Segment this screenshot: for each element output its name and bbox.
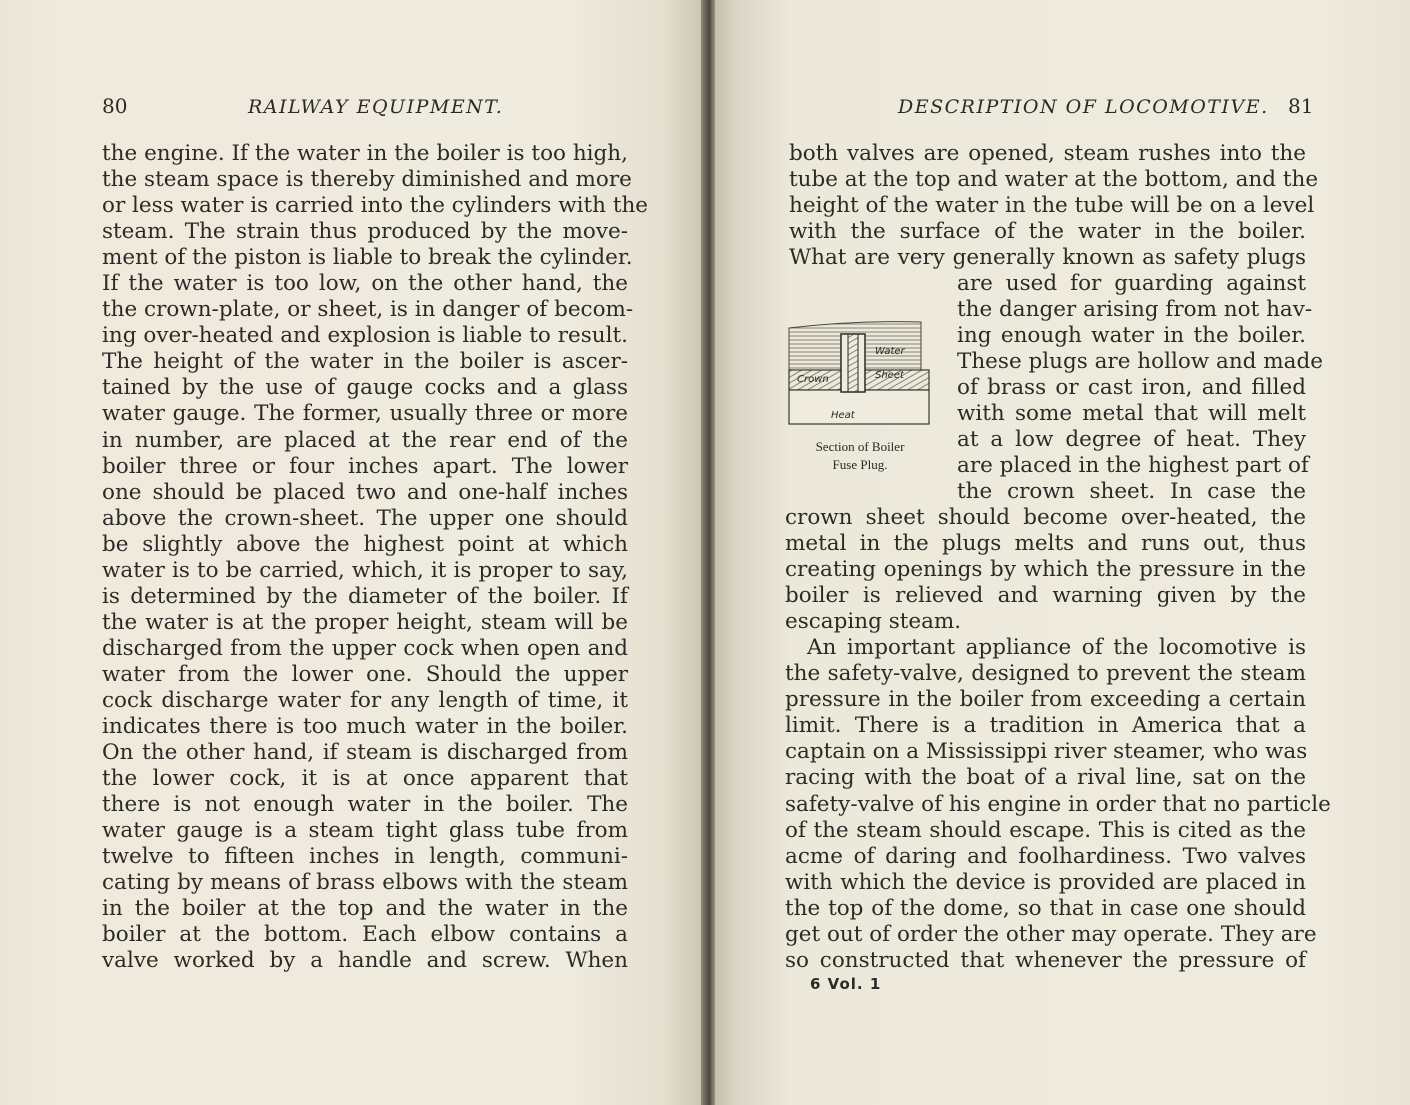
text-line: steam. The strain thus produced by the move-	[102, 219, 628, 245]
text-line: boiler at the bottom. Each elbow contains a	[102, 922, 628, 948]
figure-caption-line-1: Section of Boiler	[815, 439, 905, 454]
text-line: twelve to fifteen inches in length, communi-	[102, 844, 628, 870]
text-line: ing over-heated and explosion is liable to result.	[102, 323, 628, 349]
left-running-head: RAILWAY EQUIPMENT.	[248, 96, 504, 118]
text-line: tained by the use of gauge cocks and a glass	[102, 375, 628, 401]
right-body-text-beside-figure	[957, 271, 1323, 505]
text-line: the steam space is thereby diminished and more	[102, 167, 632, 193]
firebox-region	[789, 390, 929, 424]
text-line: discharged from the upper cock when open and	[102, 635, 628, 661]
heat-label: Heat	[831, 410, 855, 421]
text-line: the danger arising from not hav-	[957, 297, 1313, 323]
text-line: An important appliance of the locomotive is	[807, 635, 1306, 661]
signature-mark: 6 Vol. 1	[810, 975, 882, 993]
figure-caption-line-2: Fuse Plug.	[832, 457, 888, 472]
text-line: acme of daring and foolhardiness. Two valves	[785, 843, 1306, 869]
text-line: cating by means of brass elbows with the steam	[102, 870, 628, 896]
text-line: or less water is carried into the cylinders with the	[102, 193, 649, 219]
text-line: there is not enough water in the boiler. The	[102, 792, 628, 818]
text-line: with which the device is provided are placed in	[785, 869, 1306, 895]
left-body-text	[102, 141, 649, 975]
text-line: water gauge. The former, usually three or more	[102, 401, 628, 427]
text-line: the crown sheet. In case the	[957, 479, 1306, 505]
text-line: of the steam should escape. This is cited as the	[785, 817, 1306, 843]
text-line: the crown-plate, or sheet, is in danger of becom-	[102, 297, 634, 323]
text-line: tube at the top and water at the bottom, and the	[789, 167, 1319, 193]
text-line: the top of the dome, so that in case one should	[785, 895, 1306, 921]
text-line: On the other hand, if steam is discharged from	[102, 740, 628, 766]
right-page-number: 81	[1288, 94, 1314, 118]
text-line: get out of order the other may operate. They are	[785, 921, 1317, 947]
text-line: the safety-valve, designed to prevent the steam	[785, 661, 1306, 687]
text-line: water is to be carried, which, it is proper to say,	[102, 557, 628, 583]
text-line: creating openings by which the pressure in the	[785, 557, 1306, 583]
text-line: What are very generally known as safety plugs	[789, 245, 1306, 271]
right-body-text-bottom	[785, 505, 1331, 974]
text-line: with some metal that will melt	[957, 401, 1306, 427]
text-line: of brass or cast iron, and filled	[957, 375, 1306, 401]
text-line: limit. There is a tradition in America that a	[785, 713, 1306, 739]
text-line: are used for guarding against	[957, 271, 1306, 296]
sheet-label: Sheet	[875, 370, 904, 381]
text-line: The height of the water in the boiler is ascer-	[102, 349, 628, 375]
crown-label: Crown	[797, 374, 829, 385]
text-line: so constructed that whenever the pressure of	[785, 947, 1306, 973]
text-line: water gauge is a steam tight glass tube from	[102, 818, 628, 844]
text-line: If the water is too low, on the other hand, the	[102, 271, 628, 297]
text-line: height of the water in the tube will be on a level	[789, 193, 1315, 219]
text-line: escaping steam.	[785, 609, 962, 635]
text-line: safety-valve of his engine in order that no particle	[785, 791, 1331, 817]
text-line: is determined by the diameter of the boiler. If	[102, 583, 628, 609]
text-line: indicates there is too much water in the boiler.	[102, 714, 628, 740]
text-line: at a low degree of heat. They	[957, 427, 1306, 453]
text-line: pressure in the boiler from exceeding a certain	[785, 687, 1306, 713]
text-line: racing with the boat of a rival line, sat on the	[785, 765, 1306, 791]
text-line: the water is at the proper height, steam will be	[102, 609, 628, 635]
text-line: with the surface of the water in the boiler.	[789, 219, 1306, 245]
text-line: cock discharge water for any length of time, it	[102, 687, 628, 713]
text-line: in the boiler at the top and the water in the	[102, 896, 628, 922]
text-line: the lower cock, it is at once apparent that	[102, 766, 628, 792]
text-line: crown sheet should become over-heated, the	[785, 505, 1306, 530]
text-line: the engine. If the water in the boiler is too high,	[102, 141, 628, 166]
text-line: These plugs are hollow and made	[957, 349, 1323, 375]
right-body-text-top	[789, 141, 1319, 271]
text-line: captain on a Mississippi river steamer, who was	[785, 739, 1308, 765]
text-line: boiler is relieved and warning given by the	[785, 583, 1306, 609]
text-line: water from the lower one. Should the upper	[102, 661, 628, 687]
text-line: both valves are opened, steam rushes into the	[789, 141, 1306, 166]
water-label: Water	[875, 346, 905, 357]
text-line: in number, are placed at the rear end of the	[102, 427, 628, 453]
figure-caption	[790, 438, 930, 474]
text-line: are placed in the highest part of	[957, 453, 1309, 479]
book-gutter	[701, 0, 715, 1105]
text-line: ing enough water in the boiler.	[957, 323, 1306, 349]
text-line: be slightly above the highest point at which	[102, 531, 628, 557]
text-line: boiler three or four inches apart. The lower	[102, 453, 628, 479]
text-line: ment of the piston is liable to break the cylinder.	[102, 245, 633, 271]
fuse-plug-figure	[787, 318, 933, 430]
fuse-plug-core	[848, 334, 858, 392]
text-line: valve worked by a handle and screw. When	[102, 948, 628, 974]
text-line: one should be placed two and one-half inches	[102, 479, 628, 505]
right-running-head: DESCRIPTION OF LOCOMOTIVE.	[898, 96, 1269, 118]
text-line: metal in the plugs melts and runs out, thus	[785, 531, 1306, 557]
text-line: above the crown-sheet. The upper one should	[102, 505, 628, 531]
left-page-number: 80	[102, 94, 128, 118]
